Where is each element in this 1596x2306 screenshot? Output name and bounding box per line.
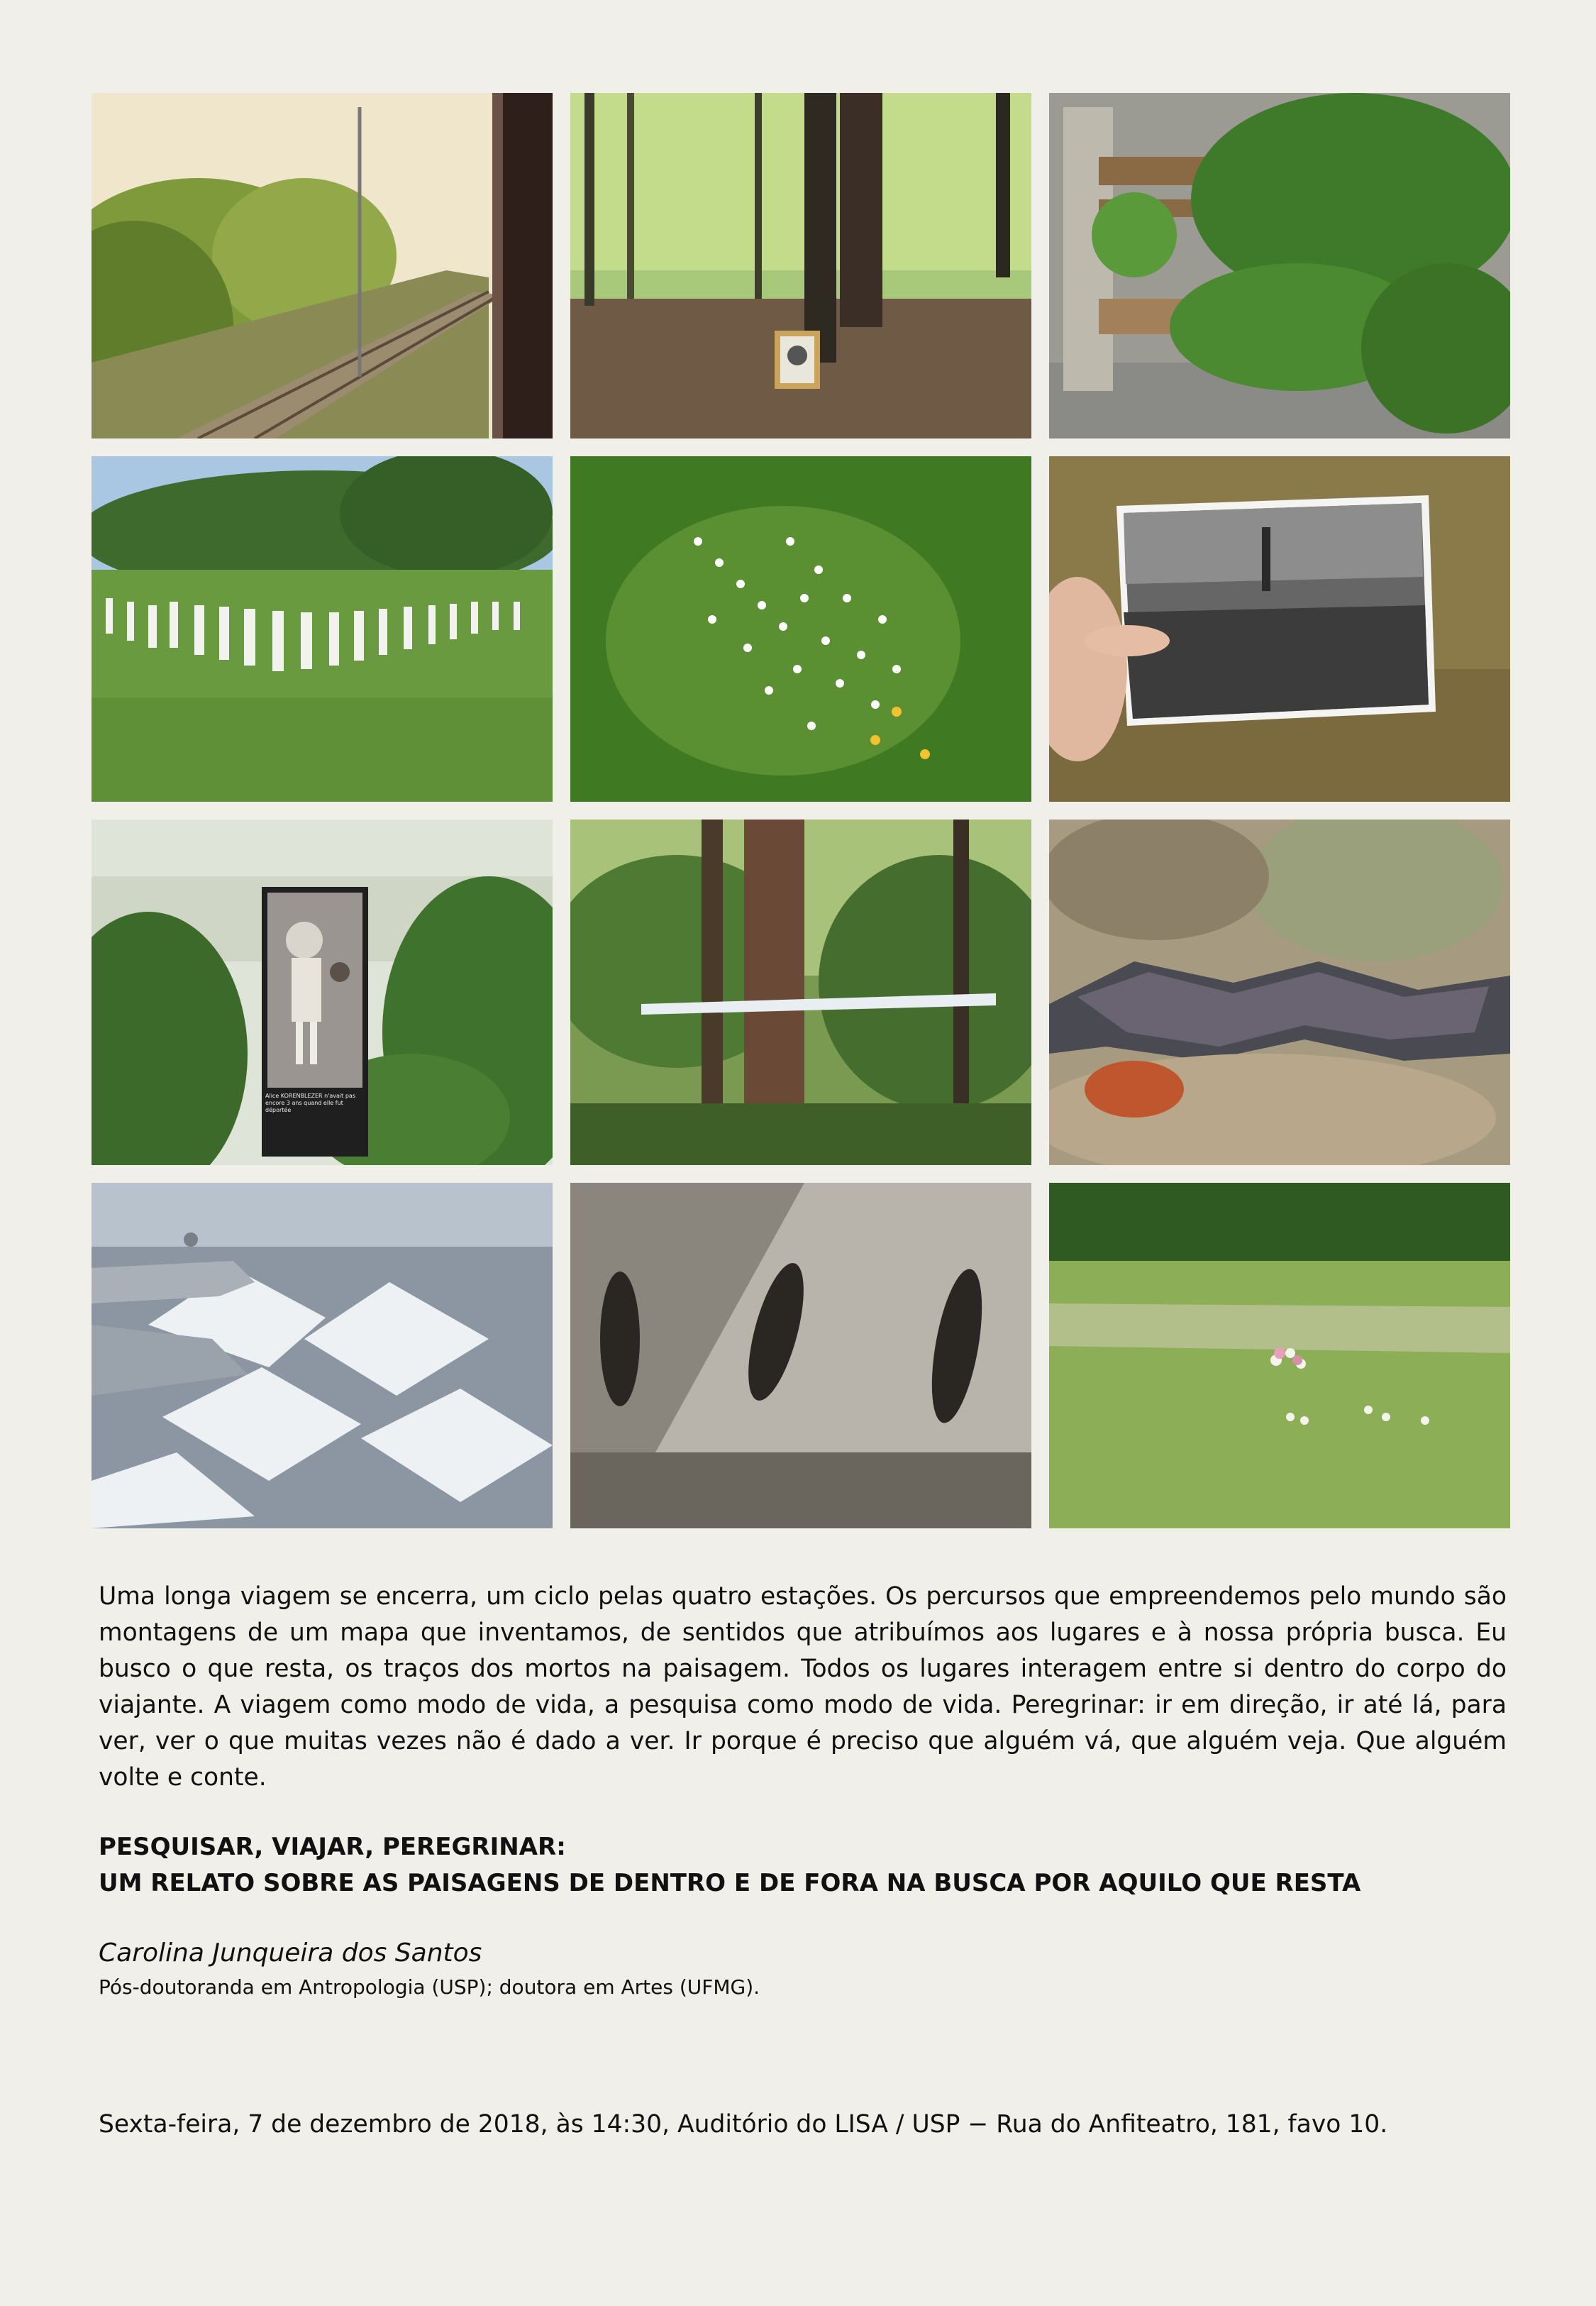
talk-title [99, 1829, 1517, 1902]
wall-silhouettes-photo [570, 1183, 1031, 1528]
daisies-photo-icon [570, 456, 1031, 802]
lawn-flowers-photo-icon [1049, 1183, 1510, 1528]
cemetery-photo-icon [92, 456, 553, 802]
railway-photo [92, 93, 553, 438]
author-name: Carolina Junqueira dos Santos [99, 1938, 482, 1968]
ribbon-forest-photo [570, 820, 1031, 1165]
postcard-photo-icon [1049, 456, 1510, 802]
lawn-flowers-photo [1049, 1183, 1510, 1528]
bench-photo [1049, 93, 1510, 438]
child-caption: Alice KORENBLEZER n'avait pas encore 3 ans quand elle fut déportée [265, 1093, 355, 1113]
title-line-2: UM RELATO SOBRE AS PAISAGENS DE DENTRO E DE FORA NA BUSCA POR AQUILO QUE RESTA [99, 1869, 1361, 1897]
ribbon-forest-photo-icon [570, 820, 1031, 1165]
photo-grid [92, 93, 1510, 1528]
body-paragraph: Uma longa viagem se encerra, um ciclo pelas quatro estações. Os percursos que empreendemos pelo mundo são montagens de um mapa que inventamos, de sentidos que atribuímos aos lugares e à nossa própria busca. Eu busco o que resta, os traços dos mortos na paisagem. Todos os lugares interagem entre si dentro do corpo do viajante. A viagem como modo de vida, a pesquisa como modo de vida. Peregrinar: ir em direção, ir até lá, para ver, ver o que muitas vezes não é dado a ver. Ir porque é preciso que alguém vá, que alguém veja. Que alguém volte e conte. [99, 1582, 1507, 1792]
railway-photo-icon [92, 93, 553, 438]
title-line-1: PESQUISAR, VIAJAR, PEREGRINAR: [99, 1833, 566, 1861]
wall-silhouettes-photo-icon [570, 1183, 1031, 1528]
event-details: Sexta-feira, 7 de dezembro de 2018, às 14:30, Auditório do LISA / USP − Rua do Anfiteatro, 181, favo 10. [99, 2110, 1388, 2139]
cemetery-photo [92, 456, 553, 802]
postcard-photo [1049, 456, 1510, 802]
airplane-mountains-photo [92, 1183, 553, 1528]
author-affiliation: Pós-doutoranda em Antropologia (USP); doutora em Artes (UFMG). [99, 1975, 760, 1999]
bench-photo-icon [1049, 93, 1510, 438]
daisies-photo [570, 456, 1031, 802]
child-portrait-photo [92, 820, 553, 1165]
airplane-mountains-photo-icon [92, 1183, 553, 1528]
bark-photo [1049, 820, 1510, 1165]
bark-photo-icon [1049, 820, 1510, 1165]
forest-portrait-photo-icon [570, 93, 1031, 438]
forest-portrait-photo [570, 93, 1031, 438]
